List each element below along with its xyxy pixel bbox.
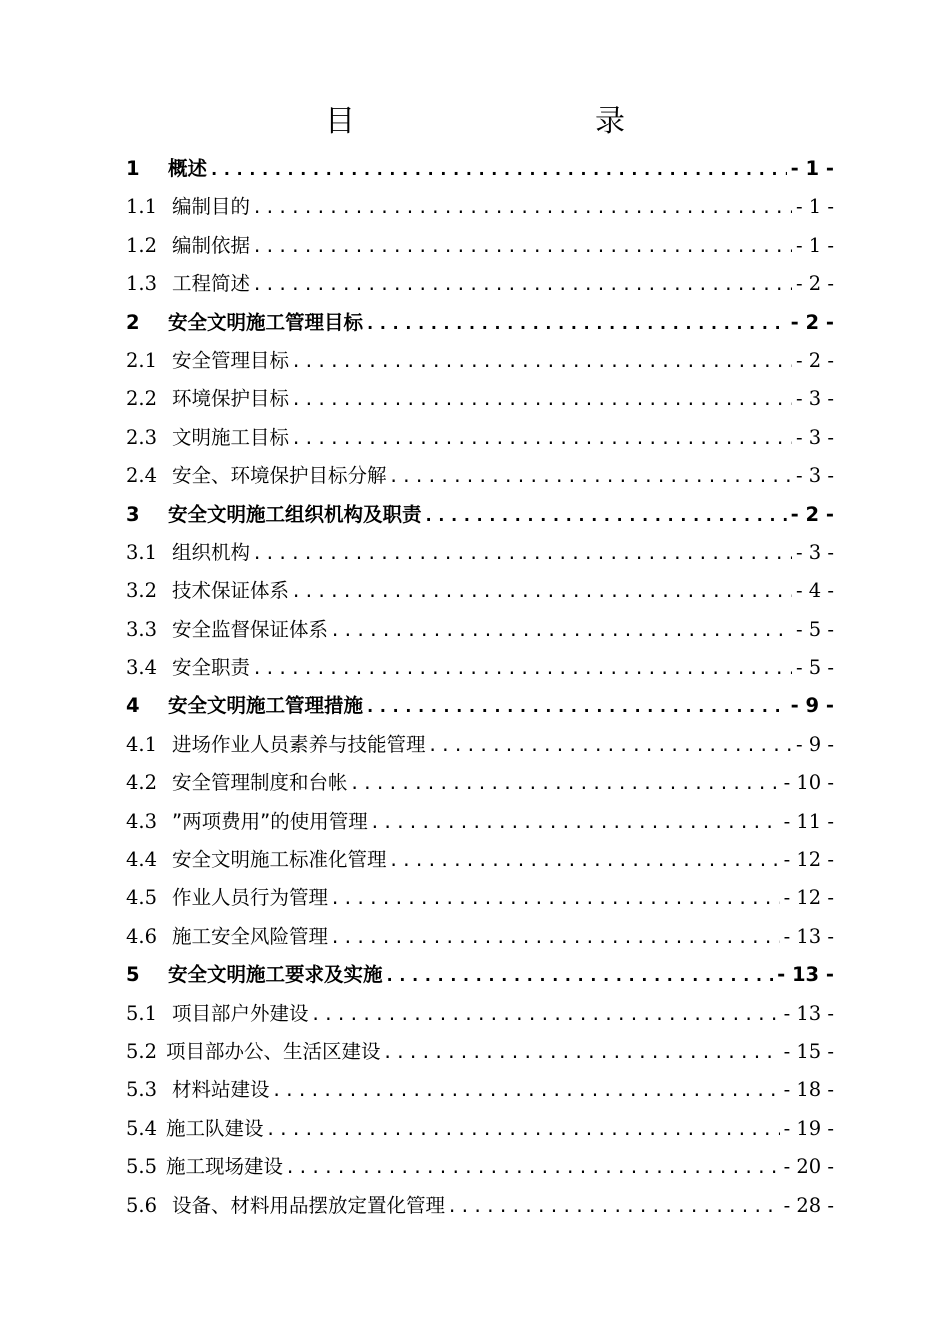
toc-section-entry[interactable] [126, 265, 834, 303]
toc-entry-page-number: - 3 - [796, 387, 834, 411]
toc-entry-page-number: - 3 - [796, 540, 834, 564]
toc-entry-number: 1.3 [126, 272, 158, 296]
toc-entry-page-number: - 13 - [783, 924, 834, 948]
dot-leader [311, 996, 780, 1033]
toc-chapter-entry[interactable] [126, 150, 834, 188]
dot-leader [370, 804, 780, 841]
toc-entry-number: 5.2 [126, 1039, 158, 1063]
toc-entry-number: 1.1 [126, 195, 158, 219]
toc-section-entry[interactable] [126, 1110, 834, 1148]
toc-entry-number: 4.5 [126, 886, 158, 910]
toc-entry-page-number: - 2 - [796, 272, 834, 296]
dot-leader [365, 688, 787, 725]
dot-leader [291, 573, 792, 610]
toc-entry-title: 编制目的 [172, 195, 251, 219]
dot-leader [252, 650, 792, 687]
toc-entry-title: 安全监督保证体系 [172, 617, 329, 641]
toc-section-entry[interactable] [126, 534, 834, 572]
toc-entry-title: 安全、环境保护目标分解 [172, 464, 387, 488]
toc-entry-number: 2.1 [126, 348, 158, 372]
dot-leader [365, 305, 787, 342]
dot-leader [252, 535, 792, 572]
toc-entry-number: 1.2 [126, 233, 158, 257]
dot-leader [389, 458, 793, 495]
toc-entry-number: 3.3 [126, 617, 158, 641]
toc-entry-title: 安全文明施工组织机构及职责 [168, 502, 422, 526]
toc-entry-page-number: - 4 - [796, 579, 834, 603]
toc-section-entry[interactable] [126, 841, 834, 879]
dot-leader [291, 343, 792, 380]
toc-entry-title: 安全文明施工管理措施 [168, 694, 364, 718]
dot-leader [330, 880, 780, 917]
toc-entry-number: 4.3 [126, 809, 158, 833]
toc-entry-title: 项目部办公、生活区建设 [166, 1039, 381, 1063]
toc-entry-title: 安全文明施工管理目标 [168, 310, 364, 334]
toc-section-entry[interactable] [126, 227, 834, 265]
dot-leader [266, 1111, 780, 1148]
toc-section-entry[interactable] [126, 726, 834, 764]
toc-section-entry[interactable] [126, 188, 834, 226]
toc-entry-title: 安全文明施工要求及实施 [168, 963, 383, 987]
dot-leader [285, 1149, 780, 1186]
toc-entry-title: 作业人员行为管理 [172, 886, 329, 910]
toc-entry-title: 文明施工目标 [172, 425, 290, 449]
toc-chapter-entry[interactable] [126, 956, 834, 994]
toc-section-entry[interactable] [126, 572, 834, 610]
toc-entry-number: 2 [126, 310, 140, 334]
toc-section-entry[interactable] [126, 457, 834, 495]
toc-entry-number: 3.4 [126, 656, 158, 680]
toc-entry-page-number: - 1 - [796, 195, 834, 219]
toc-entry-number: 1 [126, 157, 140, 180]
toc-entry-page-number: - 3 - [796, 425, 834, 449]
toc-section-entry[interactable] [126, 1033, 834, 1071]
toc-entry-page-number: - 20 - [783, 1155, 834, 1179]
toc-entry-title: 安全管理制度和台帐 [172, 771, 348, 795]
dot-leader [447, 1188, 780, 1225]
toc-entry-title: 技术保证体系 [172, 579, 290, 603]
toc-entry-page-number: - 3 - [796, 464, 834, 488]
dot-leader [272, 1072, 780, 1109]
toc-entry-title: 设备、材料用品摆放定置化管理 [172, 1193, 446, 1217]
toc-section-entry[interactable] [126, 879, 834, 917]
toc-entry-number: 4.2 [126, 771, 158, 795]
toc-section-entry[interactable] [126, 1148, 834, 1186]
toc-entry-number: 4.6 [126, 924, 158, 948]
toc-entry-page-number: - 18 - [783, 1078, 834, 1102]
toc-section-entry[interactable] [126, 1187, 834, 1225]
toc-entry-page-number: - 2 - [796, 348, 834, 372]
toc-entry-page-number: - 13 - [783, 1001, 834, 1025]
dot-leader [330, 612, 792, 649]
toc-section-entry[interactable] [126, 649, 834, 687]
toc-section-entry[interactable] [126, 1071, 834, 1109]
toc-entry-page-number: - 10 - [783, 771, 834, 795]
toc-entry-page-number: - 13 - [777, 963, 834, 987]
toc-entry-number: 5.1 [126, 1001, 158, 1025]
toc-entry-title: 组织机构 [172, 540, 251, 564]
toc-chapter-entry[interactable] [126, 687, 834, 725]
toc-entry-number: 4 [126, 694, 140, 718]
toc-section-entry[interactable] [126, 764, 834, 802]
toc-entry-number: 2.3 [126, 425, 158, 449]
toc-entry-page-number: - 12 - [783, 886, 834, 910]
toc-entry-page-number: - 5 - [796, 656, 834, 680]
toc-entry-number: 3.1 [126, 540, 158, 564]
toc-chapter-entry[interactable] [126, 496, 834, 534]
dot-leader [389, 842, 780, 879]
toc-entry-number: 4.4 [126, 848, 158, 872]
toc-section-entry[interactable] [126, 918, 834, 956]
dot-leader [291, 381, 792, 418]
toc-entry-title: 安全管理目标 [172, 348, 290, 372]
toc-entry-number: 2.2 [126, 387, 158, 411]
toc-entry-title: 材料站建设 [172, 1078, 270, 1102]
toc-entry-number: 3 [126, 502, 140, 526]
toc-entry-page-number: - 2 - [790, 502, 834, 526]
toc-entry-number: 5.4 [126, 1116, 158, 1140]
toc-entry-page-number: - 15 - [783, 1039, 834, 1063]
toc-section-entry[interactable] [126, 419, 834, 457]
table-of-contents [126, 150, 834, 1225]
dot-leader [291, 420, 792, 457]
toc-entry-page-number: - 9 - [790, 694, 834, 718]
toc-entry-page-number: - 5 - [796, 617, 834, 641]
dot-leader [424, 497, 787, 534]
toc-entry-number: 5.6 [126, 1193, 158, 1217]
toc-entry-title: ”两项费用”的使用管理 [172, 809, 368, 833]
toc-entry-number: 5.5 [126, 1155, 158, 1179]
toc-entry-title: 施工队建设 [166, 1116, 264, 1140]
dot-leader [350, 765, 780, 802]
toc-entry-page-number: - 9 - [796, 732, 834, 756]
toc-chapter-entry[interactable] [126, 304, 834, 342]
dot-leader [383, 1034, 780, 1071]
toc-entry-title: 概述 [168, 157, 208, 180]
toc-entry-page-number: - 28 - [783, 1193, 834, 1217]
toc-section-entry[interactable] [126, 803, 834, 841]
toc-entry-title: 安全文明施工标准化管理 [172, 848, 387, 872]
toc-entry-title: 项目部户外建设 [172, 1001, 309, 1025]
toc-entry-page-number: - 2 - [790, 310, 834, 334]
dot-leader [330, 919, 780, 956]
dot-leader [209, 151, 787, 188]
toc-section-entry[interactable] [126, 995, 834, 1033]
toc-entry-number: 5 [126, 963, 140, 987]
toc-entry-number: 4.1 [126, 732, 158, 756]
toc-entry-page-number: - 1 - [790, 157, 834, 180]
toc-entry-page-number: - 1 - [796, 233, 834, 257]
toc-section-entry[interactable] [126, 611, 834, 649]
toc-section-entry[interactable] [126, 342, 834, 380]
dot-leader [252, 228, 792, 265]
toc-entry-page-number: - 11 - [783, 809, 834, 833]
dot-leader [428, 727, 793, 764]
toc-entry-title: 施工安全风险管理 [172, 924, 329, 948]
toc-entry-page-number: - 12 - [783, 848, 834, 872]
toc-entry-title: 进场作业人员素养与技能管理 [172, 732, 426, 756]
toc-entry-title: 编制依据 [172, 233, 251, 257]
toc-entry-number: 2.4 [126, 464, 158, 488]
toc-entry-number: 5.3 [126, 1078, 158, 1102]
toc-entry-title: 安全职责 [172, 656, 251, 680]
toc-entry-page-number: - 19 - [783, 1116, 834, 1140]
dot-leader [252, 266, 792, 303]
toc-entry-title: 工程简述 [172, 272, 251, 296]
toc-entry-number: 3.2 [126, 579, 158, 603]
toc-section-entry[interactable] [126, 380, 834, 418]
toc-entry-title: 环境保护目标 [172, 387, 290, 411]
dot-leader [385, 957, 774, 994]
toc-title: 目 录 [325, 104, 685, 139]
dot-leader [252, 189, 792, 226]
toc-entry-title: 施工现场建设 [166, 1155, 284, 1179]
